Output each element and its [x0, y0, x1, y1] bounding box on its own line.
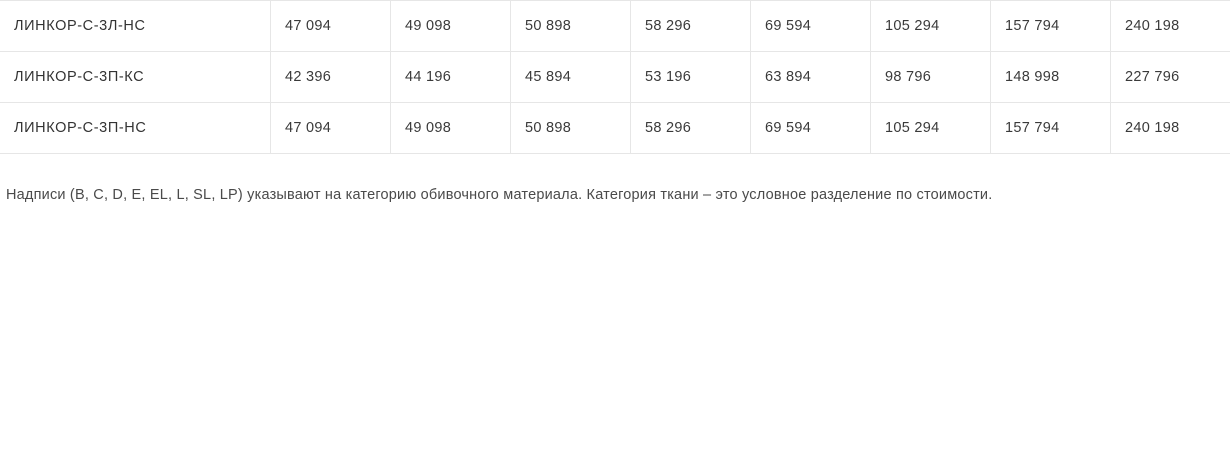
price-cell: 53 196	[631, 52, 751, 103]
price-cell: 98 796	[871, 52, 991, 103]
price-cell: 69 594	[751, 1, 871, 52]
price-cell: 157 794	[991, 1, 1111, 52]
price-cell: 50 898	[511, 1, 631, 52]
price-cell: 58 296	[631, 1, 751, 52]
price-table	[0, 0, 1230, 154]
price-cell: 49 098	[391, 1, 511, 52]
model-name-cell: ЛИНКОР-С-3П-КС	[0, 52, 271, 103]
price-cell: 44 196	[391, 52, 511, 103]
price-cell: 45 894	[511, 52, 631, 103]
price-cell: 105 294	[871, 103, 991, 154]
price-cell: 240 198	[1111, 103, 1230, 154]
price-cell: 47 094	[271, 1, 391, 52]
price-cell: 49 098	[391, 103, 511, 154]
price-table-body	[0, 1, 1230, 154]
table-row	[0, 103, 1230, 154]
fabric-category-note: Надписи (B, C, D, E, EL, L, SL, LP) указывают на категорию обивочного материала. Категория ткани – это условное разделение по стоимости.	[6, 187, 993, 203]
price-cell: 50 898	[511, 103, 631, 154]
price-cell: 47 094	[271, 103, 391, 154]
price-cell: 157 794	[991, 103, 1111, 154]
price-cell: 240 198	[1111, 1, 1230, 52]
model-name-cell: ЛИНКОР-С-3П-НС	[0, 103, 271, 154]
table-row	[0, 52, 1230, 103]
price-cell: 69 594	[751, 103, 871, 154]
model-name-cell: ЛИНКОР-С-3Л-НС	[0, 1, 271, 52]
table-row	[0, 1, 1230, 52]
price-cell: 42 396	[271, 52, 391, 103]
price-cell: 227 796	[1111, 52, 1230, 103]
price-cell: 58 296	[631, 103, 751, 154]
price-cell: 148 998	[991, 52, 1111, 103]
price-cell: 63 894	[751, 52, 871, 103]
price-cell: 105 294	[871, 1, 991, 52]
